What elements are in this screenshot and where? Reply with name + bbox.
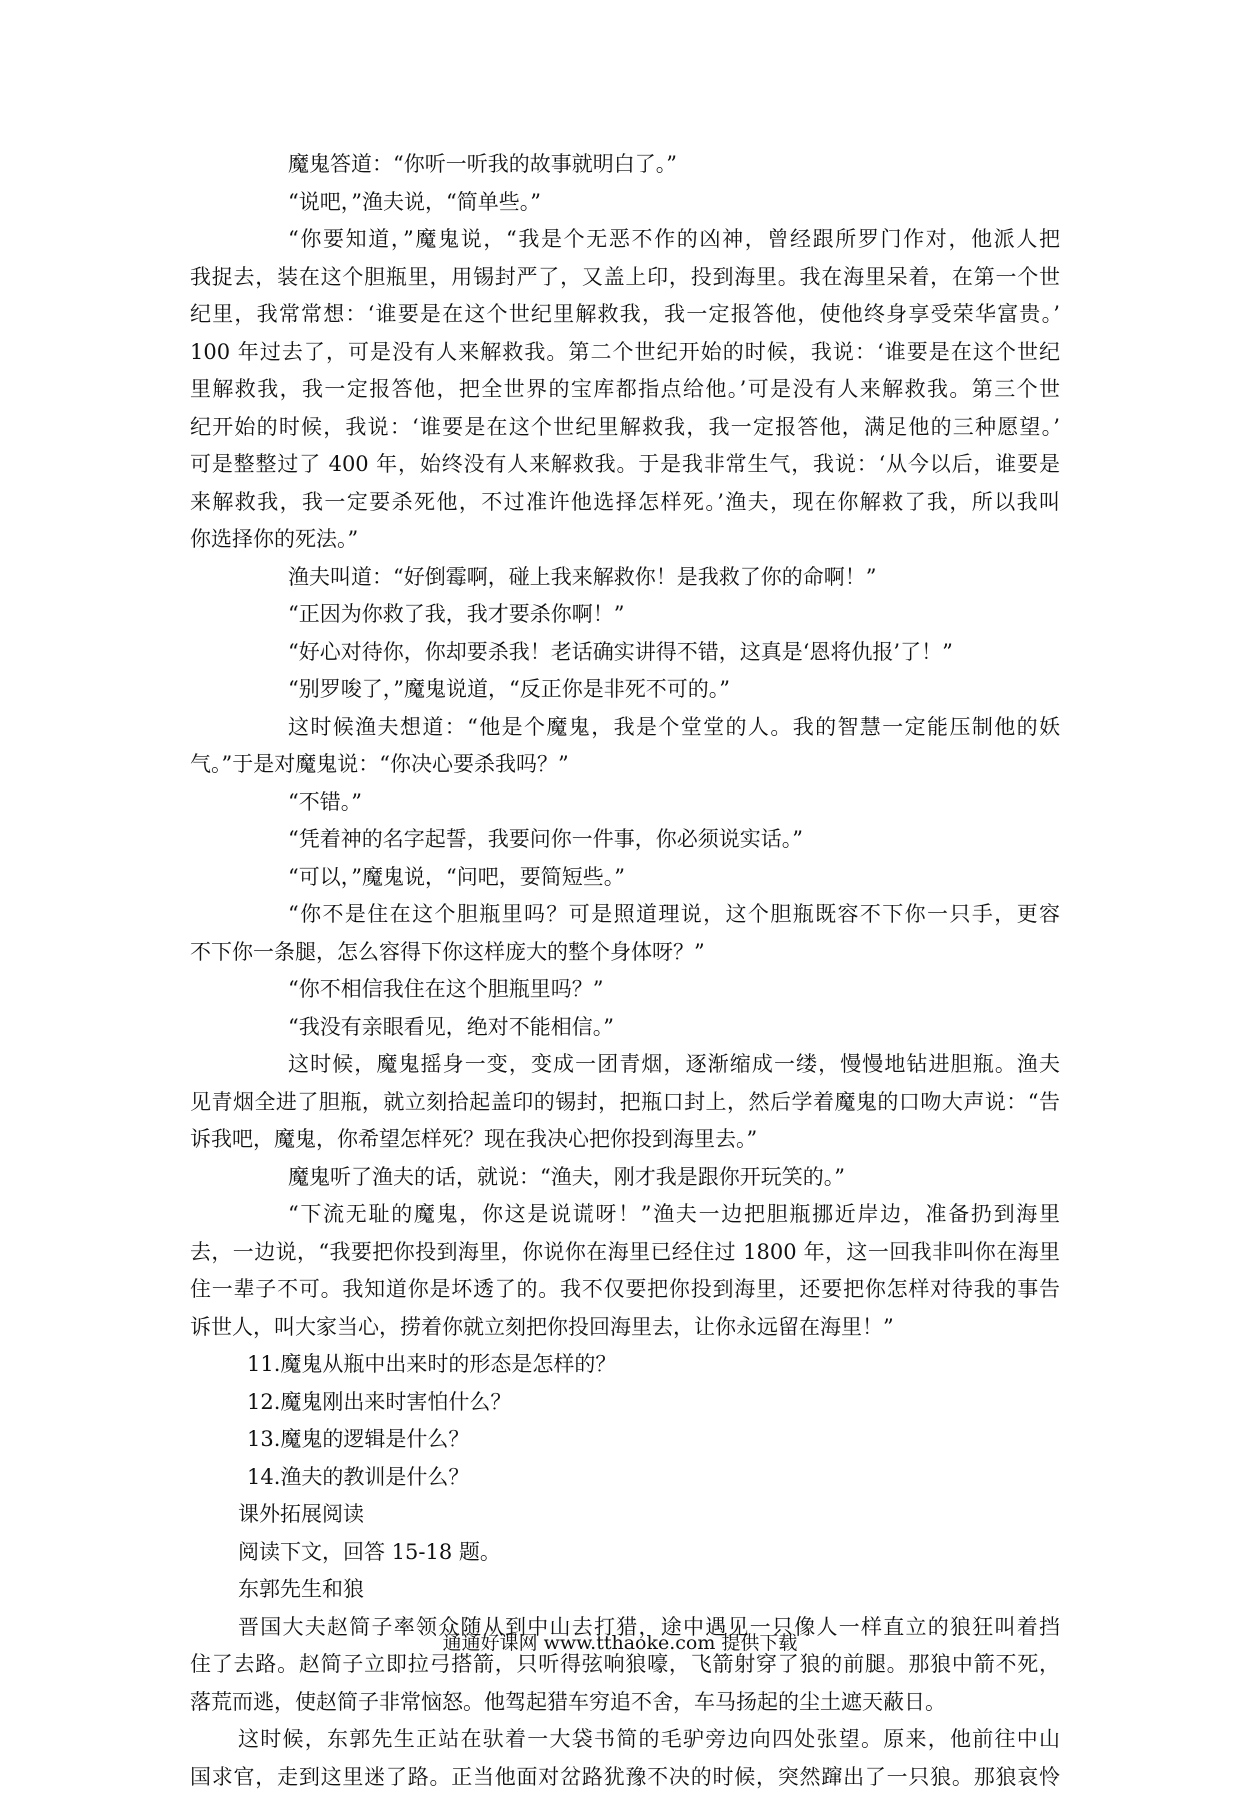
text-line: 纪开始的时候，我说：‘谁要是在这个世纪里解救我，我一定报答他，满足他的三种愿望。’ [190, 409, 1060, 447]
text-line: “我没有亲眼看见，绝对不能相信。” [190, 1009, 1060, 1047]
text-line: 东郭先生和狼 [190, 1571, 1060, 1609]
text-line: “你不是住在这个胆瓶里吗？可是照道理说，这个胆瓶既容不下你一只手，更容 [190, 896, 1060, 934]
text-line: 诉世人，叫大家当心，捞着你就立刻把你投回海里去，让你永远留在海里！” [190, 1309, 1060, 1347]
text-line: 13.魔鬼的逻辑是什么？ [190, 1421, 1060, 1459]
text-line: 阅读下文，回答 15-18 题。 [190, 1534, 1060, 1572]
text-line: 11.魔鬼从瓶中出来时的形态是怎样的？ [190, 1346, 1060, 1384]
text-line: 纪里，我常常想：‘谁要是在这个世纪里解救我，我一定报答他，使他终身享受荣华富贵。’ [190, 296, 1060, 334]
text-line: 去，一边说，“我要把你投到海里，你说你在海里已经住过 1800 年，这一回我非叫你在海里 [190, 1234, 1060, 1272]
text-line: 14.渔夫的教训是什么？ [190, 1459, 1060, 1497]
text-line: 里解救我，我一定报答他，把全世界的宝库都指点给他。’可是没有人来解救我。第三个世 [190, 371, 1060, 409]
text-line: 课外拓展阅读 [190, 1496, 1060, 1534]
text-line: 见青烟全进了胆瓶，就立刻拾起盖印的锡封，把瓶口封上，然后学着魔鬼的口吻大声说：“告 [190, 1084, 1060, 1122]
text-line: 100 年过去了，可是没有人来解救我。第二个世纪开始的时候，我说：‘谁要是在这个世纪 [190, 334, 1060, 372]
text-line: “你不相信我住在这个胆瓶里吗？” [190, 971, 1060, 1009]
text-line: 12.魔鬼刚出来时害怕什么？ [190, 1384, 1060, 1422]
text-line: “凭着神的名字起誓，我要问你一件事，你必须说实话。” [190, 821, 1060, 859]
text-line: 气。”于是对魔鬼说：“你决心要杀我吗？” [190, 746, 1060, 784]
text-line: 国求官，走到这里迷了路。正当他面对岔路犹豫不决的时候，突然蹿出了一只狼。那狼哀怜 [190, 1759, 1060, 1796]
text-line: 你选择你的死法。” [190, 521, 1060, 559]
text-line: 可是整整过了 400 年，始终没有人来解救我。于是我非常生气，我说：‘从今以后，谁要是 [190, 446, 1060, 484]
text-line: “正因为你救了我，我才要杀你啊！” [190, 596, 1060, 634]
text-line: “你要知道，”魔鬼说，“我是个无恶不作的凶神，曾经跟所罗门作对，他派人把 [190, 221, 1060, 259]
text-line: 我捉去，装在这个胆瓶里，用锡封严了，又盖上印，投到海里。我在海里呆着，在第一个世 [190, 259, 1060, 297]
text-line: 这时候渔夫想道：“他是个魔鬼，我是个堂堂的人。我的智慧一定能压制他的妖 [190, 709, 1060, 747]
text-line: “不错。” [190, 784, 1060, 822]
text-line: 渔夫叫道：“好倒霉啊，碰上我来解救你！是我救了你的命啊！” [190, 559, 1060, 597]
text-line: 晋国大夫赵简子率领众随从到中山去打猎，途中遇见一只像人一样直立的狼狂叫着挡 [190, 1609, 1060, 1647]
text-line: 不下你一条腿，怎么容得下你这样庞大的整个身体呀？” [190, 934, 1060, 972]
body-text [190, 146, 1060, 1796]
text-line: 这时候，东郭先生正站在驮着一大袋书简的毛驴旁边向四处张望。原来，他前往中山 [190, 1721, 1060, 1759]
text-line: “可以，”魔鬼说，“问吧，要简短些。” [190, 859, 1060, 897]
text-line: 魔鬼答道：“你听一听我的故事就明白了。” [190, 146, 1060, 184]
text-line: 这时候，魔鬼摇身一变，变成一团青烟，逐渐缩成一缕，慢慢地钻进胆瓶。渔夫 [190, 1046, 1060, 1084]
text-line: 落荒而逃，使赵简子非常恼怒。他驾起猎车穷追不舍，车马扬起的尘土遮天蔽日。 [190, 1684, 1060, 1722]
page-footer: 通通好课网 www.tthaoke.com 提供下载 [0, 1630, 1240, 1656]
text-line: “说吧，”渔夫说，“简单些。” [190, 184, 1060, 222]
text-line: “别罗唆了，”魔鬼说道，“反正你是非死不可的。” [190, 671, 1060, 709]
text-line: “下流无耻的魔鬼，你这是说谎呀！”渔夫一边把胆瓶挪近岸边，准备扔到海里 [190, 1196, 1060, 1234]
text-line: 住了去路。赵简子立即拉弓搭箭，只听得弦响狼嚎，飞箭射穿了狼的前腿。那狼中箭不死， [190, 1646, 1060, 1684]
text-line: 来解救我，我一定要杀死他，不过准许他选择怎样死。’渔夫，现在你解救了我，所以我叫 [190, 484, 1060, 522]
text-line: 住一辈子不可。我知道你是坏透了的。我不仅要把你投到海里，还要把你怎样对待我的事告 [190, 1271, 1060, 1309]
text-line: 魔鬼听了渔夫的话，就说：“渔夫，刚才我是跟你开玩笑的。” [190, 1159, 1060, 1197]
text-line: “好心对待你，你却要杀我！老话确实讲得不错，这真是‘恩将仇报’了！” [190, 634, 1060, 672]
text-line: 诉我吧，魔鬼，你希望怎样死？现在我决心把你投到海里去。” [190, 1121, 1060, 1159]
